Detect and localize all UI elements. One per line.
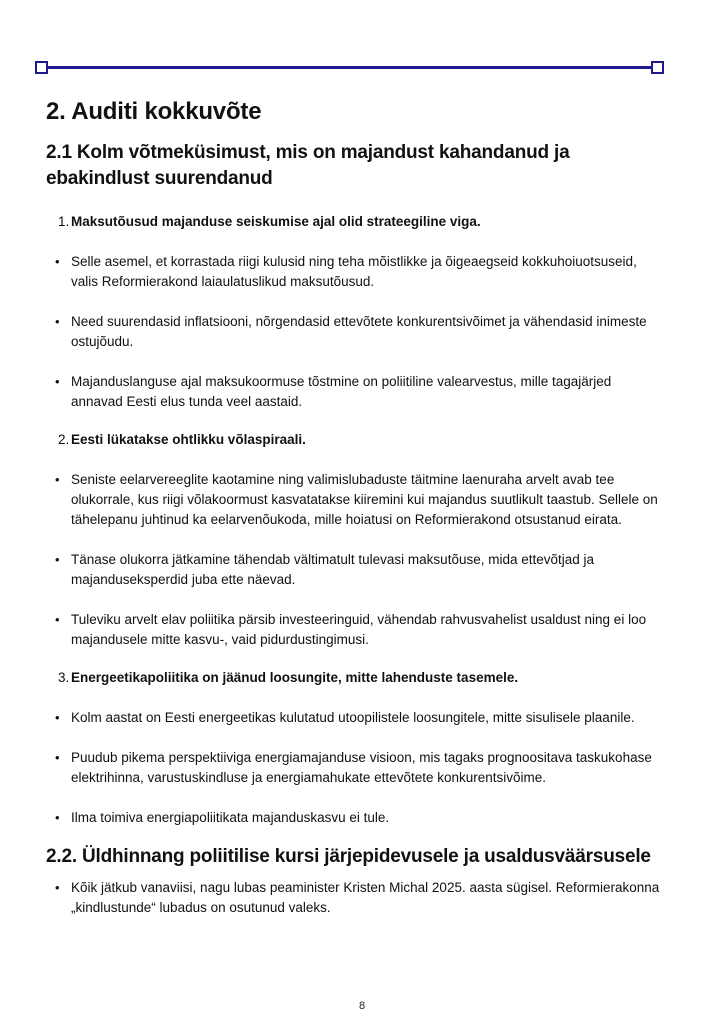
item-number: 3. xyxy=(58,670,70,685)
item-3-bullets xyxy=(46,708,666,828)
item-1-bullets xyxy=(46,252,666,412)
list-item: • Seniste eelarvereeglite kaotamine ning valimislubaduste täitmine laenuraha arvelt avab tee olukorrale, kus riigi võlakoormust kasvatatakse kiiremini kui majandus suutlikult taastub. Sellele on tähelepanu juhtinud ka eelarvenõukoda, mille hoiatusi on Reformierakond otsustanud eirata. xyxy=(55,472,658,527)
header-rule-right-square xyxy=(651,61,664,74)
bullet-icon: • xyxy=(55,552,60,567)
list-item: • Kolm aastat on Eesti energeetikas kulutatud utoopilistele loosungitele, mitte sisulisele plaanile. xyxy=(46,708,666,728)
list-item: • Selle asemel, et korrastada riigi kulusid ning teha mõistlikke ja õigeaegseid kokkuhoiuotsuseid, valis Reformierakond laiaulatuslikud maksutõusud. xyxy=(55,254,637,289)
bullet-icon: • xyxy=(55,880,60,895)
list-item: • Tänase olukorra jätkamine tähendab vältimatult tulevasi maksutõuse, mida ettevõtjad ja majanduseksperdid juba ette näevad. xyxy=(55,552,595,587)
item-title: Eesti lükatakse ohtlikku võlaspiraali. xyxy=(71,432,306,447)
bullet-icon: • xyxy=(55,472,60,487)
bullet-icon: • xyxy=(55,612,60,627)
header-rule xyxy=(41,66,657,69)
numbered-item-1 xyxy=(58,212,666,232)
list-item: • Puudub pikema perspektiiviga energiamajanduse visioon, mis tagaks prognoositava taskukohase elektrihinna, varustuskindluse ja energiamahukate ettevõtete konkurentsivõime. xyxy=(55,750,652,785)
list-item: • Kõik jätkub vanaviisi, nagu lubas peaminister Kristen Michal 2025. aasta sügisel. Reformierakonna „kindlustunde“ lubadus on osutunud valeks. xyxy=(55,880,660,915)
section-1-title: 2.1 Kolm võtmeküsimust, mis on majandust kahandanud ja ebakindlust suurendanud xyxy=(46,142,570,189)
bullet-icon: • xyxy=(55,710,60,725)
section-2-bullets xyxy=(46,878,666,918)
item-title: Maksutõusud majanduse seiskumise ajal olid strateegiline viga. xyxy=(71,214,481,229)
bullet-icon: • xyxy=(55,254,60,269)
item-number: 2. xyxy=(58,432,70,447)
page-heading: 2. Auditi kokkuvõte xyxy=(46,98,262,125)
header-rule-left-square xyxy=(35,61,48,74)
list-item: • Majanduslanguse ajal maksukoormuse tõstmine on poliitiline valearvestus, mille tagajärjed annavad Eesti elus tunda veel aastaid. xyxy=(55,374,612,409)
numbered-item-2 xyxy=(58,430,666,450)
list-item: • Need suurendasid inflatsiooni, nõrgendasid ettevõtete konkurentsivõimet ja vähendasid inimeste ostujõudu. xyxy=(55,314,647,349)
list-item: • Tuleviku arvelt elav poliitika pärsib investeeringuid, vähendab rahvusvahelist usaldust ning ei loo majandusele mitte kasvu-, vaid pidurdustingimusi. xyxy=(55,612,647,647)
page-content xyxy=(46,95,666,918)
list-item: • Ilma toimiva energiapoliitikata majanduskasvu ei tule. xyxy=(46,808,666,828)
item-title: Energeetikapoliitika on jäänud loosungite, mitte lahenduste tasemele. xyxy=(71,670,519,685)
item-2-bullets xyxy=(46,470,666,650)
bullet-icon: • xyxy=(55,314,60,329)
item-number: 1. xyxy=(58,214,70,229)
bullet-icon: • xyxy=(55,374,60,389)
bullet-icon: • xyxy=(55,750,60,765)
bullet-icon: • xyxy=(55,810,60,825)
page-number: 8 xyxy=(358,1000,366,1012)
section-2-title: 2.2. Üldhinnang poliitilise kursi järjepidevusele ja usaldusväärsusele xyxy=(46,846,651,867)
numbered-item-3 xyxy=(58,668,666,688)
